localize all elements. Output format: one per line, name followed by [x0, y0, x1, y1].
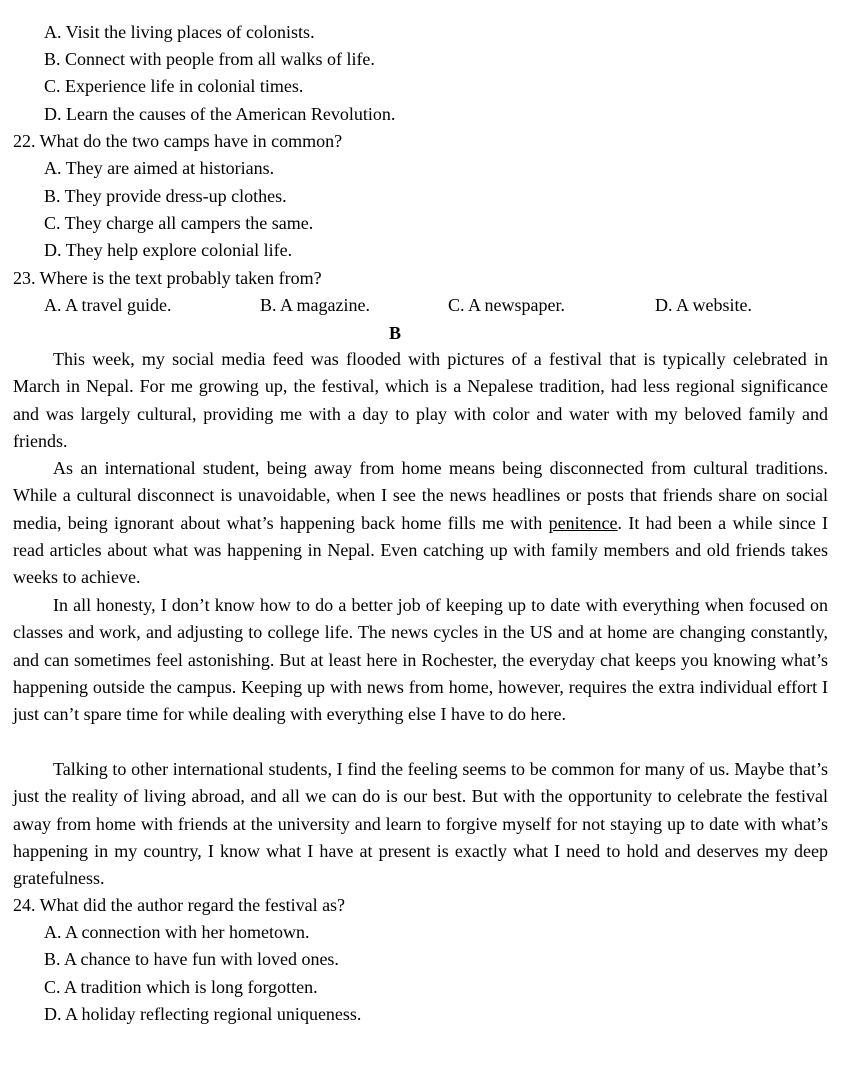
paragraph-2-text-end: . It had been a while since I read articles about what was happening in Nepal. Even catching up with family members and old friends takes weeks to achieve. [13, 512, 828, 588]
q24-option-d: D. A holiday reflecting regional uniqueness. [44, 1004, 362, 1024]
passage-paragraph-1: This week, my social media feed was flooded with pictures of a festival that is typically celebrated in March in Nepal. For me growing up, the festival, which is a Nepalese tradition, had less regional significance and was largely cultural, providing me with a day to play with color and water with my beloved family and friends. [13, 349, 828, 451]
q24-question: 24. What did the author regard the festival as? [13, 895, 346, 915]
paragraph-2-text-start: As an international student, being away from home means being disconnected from cultural traditions. While a cultural disconnect is unavoidable, when I see the news headlines or posts that friends share on social media, being ignorant about what’s happening back home fills me with [13, 458, 828, 533]
q22-option-d: D. They help explore colonial life. [44, 240, 293, 260]
q24-option-a: A. A connection with her hometown. [44, 922, 310, 942]
passage-paragraph-3: In all honesty, I don’t know how to do a better job of keeping up to date with everything when focused on classes and work, and adjusting to college life. The news cycles in the US and at home are changing constantly, and can sometimes feel astonishing. But at least here in Rochester, the everyday chat keeps you knowing what’s happening outside the campus. Keeping up with news from home, however, requires the extra individual effort I just can’t spare time for while dealing with everything else I have to do here. [13, 595, 828, 725]
q22-question: 22. What do the two camps have in common? [13, 131, 343, 151]
q24-option-c: C. A tradition which is long forgotten. [44, 977, 318, 997]
q23-option-b: B. A magazine. [260, 295, 370, 315]
q23-options-row [0, 294, 860, 316]
q23-question: 23. Where is the text probably taken from? [13, 268, 322, 288]
q24-option-b: B. A chance to have fun with loved ones. [44, 949, 339, 969]
passage-paragraph-4: Talking to other international students, I find the feeling seems to be common for many of us. Maybe that’s just the reality of living abroad, and all we can do is our best. But with the opportunity to celebrate the festival away from home with friends at the university and learn to forgive myself for not staying up to date with what’s happening in my country, I know what I have at present is exactly what I need to hold and deserves my deep gratefulness. [13, 759, 828, 889]
q22-option-a: A. They are aimed at historians. [44, 158, 275, 178]
underlined-word: penitence [548, 512, 618, 533]
q23-option-c: C. A newspaper. [448, 295, 565, 315]
q21-option-c: C. Experience life in colonial times. [44, 76, 304, 96]
q23-option-a: A. A travel guide. [44, 295, 172, 315]
section-title: B [388, 323, 401, 343]
q21-option-a: A. Visit the living places of colonists. [44, 22, 315, 42]
q21-option-b: B. Connect with people from all walks of life. [44, 49, 375, 69]
q22-option-b: B. They provide dress-up clothes. [44, 186, 287, 206]
passage-paragraph-2 [13, 455, 828, 591]
q22-option-c: C. They charge all campers the same. [44, 213, 314, 233]
q21-option-d: D. Learn the causes of the American Revolution. [44, 104, 396, 124]
q23-option-d: D. A website. [655, 295, 752, 315]
